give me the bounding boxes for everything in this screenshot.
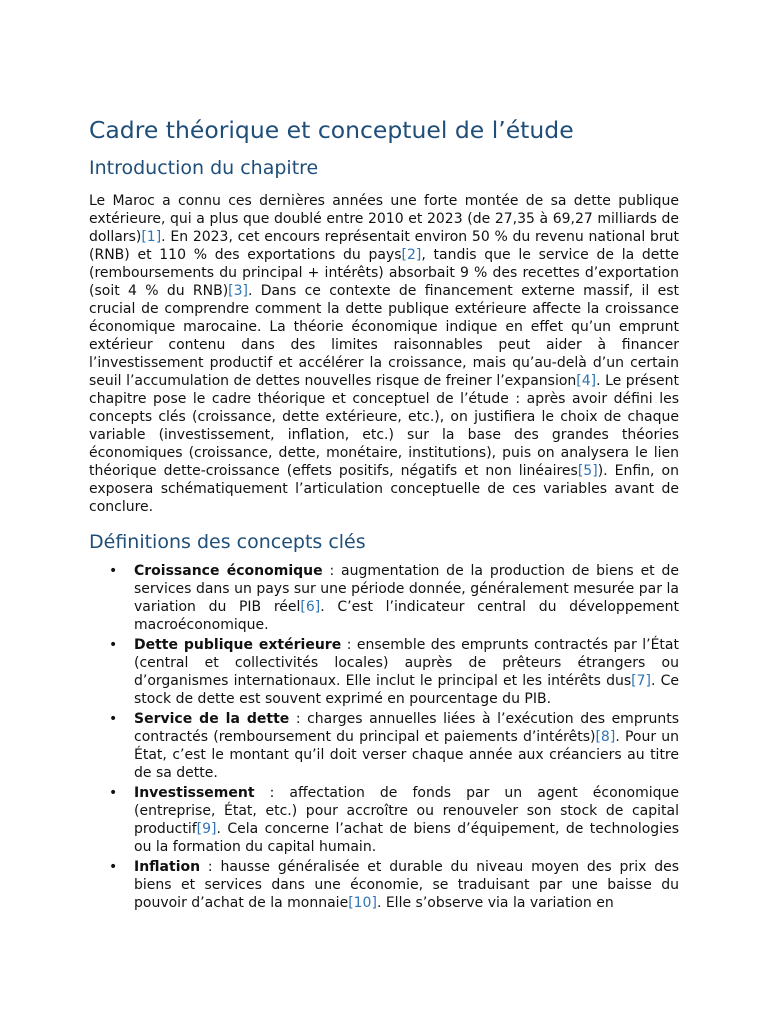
intro-paragraph — [89, 192, 679, 516]
reference-link-9[interactable]: [9] — [196, 821, 217, 837]
definition-text: : ensemble des emprunts contractés par l’État (central et collectivités locales) auprès de prêteurs étrangers ou d’organismes internationaux. Elle inclut le principal et les intérêts dus — [134, 637, 679, 689]
definition-text: . Elle s’observe via la variation en — [376, 895, 614, 911]
reference-link-6[interactable]: [6] — [300, 599, 321, 615]
intro-text: Le Maroc a connu ces dernières années une forte montée de sa dette publique extérieure, qui a plus que doublé entre 2010 et 2023 (de 27,35 à 69,27 milliards de dollars) — [89, 193, 679, 245]
bullet-icon: • — [109, 711, 118, 727]
reference-link-3[interactable]: [3] — [228, 283, 248, 299]
definition-text: . Cela concerne l’achat de biens d’équipement, de technologies ou la formation du capital humain. — [134, 821, 679, 855]
definition-text: : charges annuelles liées à l’exécution des emprunts contractés (remboursement du principal et paiements d’intérêts) — [134, 711, 679, 745]
definition-text: . Pour un État, c’est le montant qu’il doit verser chaque année aux créanciers au titre de sa dette. — [134, 729, 679, 781]
intro-text: ). Enfin, on exposera schématiquement l’articulation conceptuelle de ces variables avant de conclure. — [89, 463, 679, 515]
reference-link-2[interactable]: [2] — [401, 247, 422, 263]
definition-text: . Ce stock de dette est souvent exprimé en pourcentage du PIB. — [134, 673, 679, 707]
intro-text: . Le présent chapitre pose le cadre théorique et conceptuel de l’étude : après avoir défini les concepts clés (croissance, dette extérieure, etc.), on justifiera le choix de chaque variable (investissement, inflation, etc.) sur la base des grandes théories économiques (croissance, dette, monétaire, institutions), puis on analysera le lien théorique dette-croissance (effets positifs, négatifs et non linéaires — [89, 373, 679, 479]
definition-term: Investissement — [134, 785, 255, 801]
bullet-icon: • — [109, 859, 118, 875]
reference-link-8[interactable]: [8] — [595, 729, 616, 745]
reference-link-1[interactable]: [1] — [141, 229, 162, 245]
reference-link-4[interactable]: [4] — [576, 373, 597, 389]
definition-item-investissement — [89, 784, 679, 856]
intro-text: . En 2023, cet encours représentait environ 50 % du revenu national brut (RNB) et 110 % des exportations du pays — [89, 229, 679, 263]
definition-item-croissance — [89, 562, 679, 634]
definition-text: : affectation de fonds par un agent économique (entreprise, État, etc.) pour accroître ou renouveler son stock de capital productif — [134, 785, 679, 837]
definition-text: : augmentation de la production de biens et de services dans un pays sur une période donnée, généralement mesurée par la variation du PIB réel — [134, 563, 680, 615]
definition-term: Inflation — [134, 859, 201, 875]
page-title: Cadre théorique et conceptuel de l’étude — [89, 116, 574, 144]
reference-link-10[interactable]: [10] — [348, 895, 377, 911]
section-heading-introduction: Introduction du chapitre — [89, 157, 319, 179]
section-heading-definitions: Définitions des concepts clés — [89, 531, 366, 553]
bullet-icon: • — [109, 637, 118, 653]
definition-item-service — [89, 710, 679, 782]
bullet-icon: • — [109, 563, 118, 579]
definition-text: : hausse généralisée et durable du niveau moyen des prix des biens et services dans une économie, se traduisant par une baisse du pouvoir d’achat de la monnaie — [134, 859, 679, 911]
definition-term: Service de la dette — [134, 711, 290, 727]
definition-term: Dette publique extérieure — [134, 637, 342, 653]
definition-item-inflation — [89, 858, 679, 912]
definition-item-dette — [89, 636, 679, 708]
definition-term: Croissance économique — [134, 563, 323, 579]
bullet-icon: • — [109, 785, 118, 801]
intro-text: . Dans ce contexte de financement externe massif, il est crucial de comprendre comment la dette publique extérieure affecte la croissance économique marocaine. La théorie économique indique en effet qu’un emprunt extérieur contenu dans des limites raisonnables peut aider à financer l’investissement productif et accélérer la croissance, mais qu’au-delà d’un certain seuil l’accumulation de dettes nouvelles risque de freiner l’expansion — [89, 283, 679, 389]
document-page — [89, 112, 679, 914]
definitions-list — [89, 562, 679, 912]
reference-link-5[interactable]: [5] — [577, 463, 598, 479]
definition-text: . C’est l’indicateur central du développement macroéconomique. — [134, 599, 679, 633]
intro-text: , tandis que le service de la dette (remboursements du principal + intérêts) absorbait 9 % des recettes d’exportation (soit 4 % du RNB) — [89, 247, 679, 299]
reference-link-7[interactable]: [7] — [631, 673, 651, 689]
